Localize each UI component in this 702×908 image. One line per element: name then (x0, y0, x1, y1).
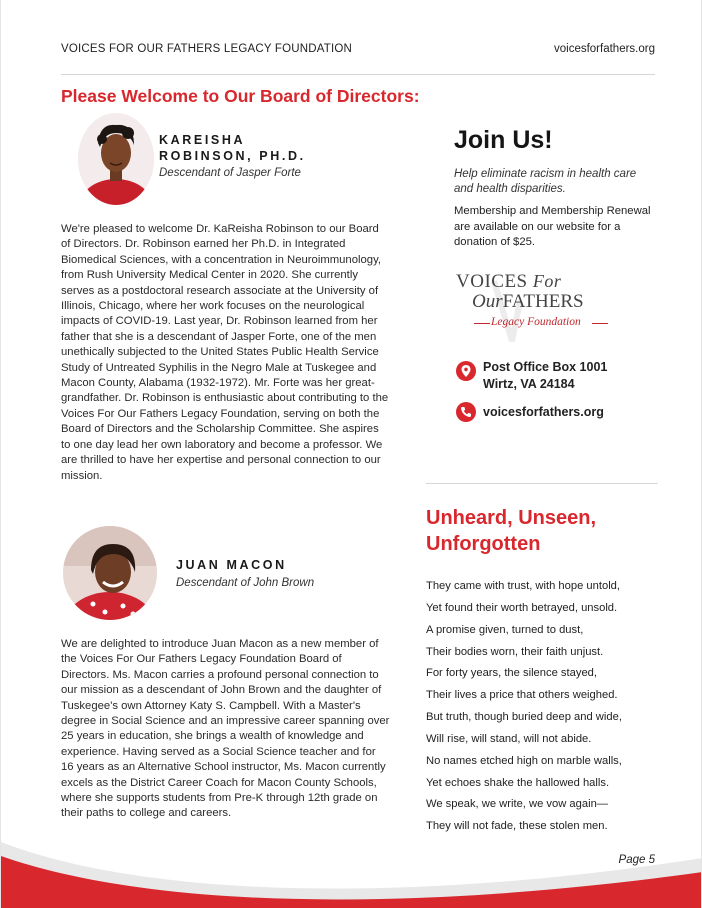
poem-line: Yet echoes shake the hallowed halls. (426, 776, 610, 789)
mailing-address: Post Office Box 1001 Wirtz, VA 24184 (483, 360, 608, 391)
header-org-name: VOICES FOR OUR FATHERS LEGACY FOUNDATION (61, 43, 353, 55)
poem-line: Yet found their worth betrayed, unsold. (426, 601, 618, 614)
poem-lines (426, 576, 686, 838)
poem-title: Unheard, Unseen, Unforgotten (426, 507, 597, 555)
poem-line: But truth, though buried deep and wide, (426, 711, 622, 724)
portrait-photo (63, 526, 157, 620)
logo-line2: OurFATHERS (472, 291, 584, 312)
member-descent-john-brown: Descendant of John Brown (176, 577, 315, 589)
logo-rule-right (592, 323, 608, 324)
logo-rule-left (474, 323, 490, 324)
member-name-juan-macon: JUAN MACON (176, 558, 287, 572)
avatar-juan-macon (63, 526, 157, 620)
footer-swoosh (1, 820, 702, 908)
location-pin-icon (456, 361, 476, 381)
contact-website-link[interactable]: voicesforfathers.org (483, 405, 604, 419)
join-subtitle: Help eliminate racism in health care and health disparities. (454, 168, 637, 195)
sidebar-divider (426, 483, 658, 484)
poem-line: No names etched high on marble walls, (426, 754, 622, 767)
avatar-kareisha-robinson (78, 113, 154, 205)
member-bio-juan-macon: We are delighted to introduce Juan Macon as a new member of the Voices For Our Fathers Legacy Foundation Board of Directors. Ms. Macon carries a profound personal connection to our mission as a descendant of John Brown and the daughter of Tuskegee's own Attorney Katy S. Campbell. With a Master's degree in Social Science and an impressive career spanning over 25 years in education, she brings a wealth of knowledge and experience. Having served as a Social Science teacher and for 16 years as an Alternative School instructor, Ms. Macon currently excels as the District Career Coach for Macon County Schools, where she supports students from Pre-K through 12th grade on their paths to college and careers. (61, 638, 390, 820)
poem-line: Their bodies worn, their faith unjust. (426, 645, 604, 658)
foundation-logo (454, 265, 624, 340)
board-section-title: Please Welcome to Our Board of Directors: (61, 86, 420, 106)
portrait-photo (78, 113, 154, 205)
poem-line: They will not fade, these stolen men. (426, 820, 608, 833)
poem-line: Their lives a price that others weighed. (426, 689, 618, 702)
poem-line: A promise given, turned to dust, (426, 623, 584, 636)
logo-line3: Legacy Foundation (491, 316, 581, 328)
poem-line: They came with trust, with hope untold, (426, 580, 621, 592)
phone-icon (456, 402, 476, 422)
join-title: Join Us! (454, 126, 553, 154)
join-body: Membership and Membership Renewal are available on our website for a donation of $25. (454, 205, 651, 248)
member-name-kareisha-robinson: KAREISHA ROBINSON, PH.D. (159, 133, 306, 163)
header-divider (61, 74, 655, 75)
poem-line: We speak, we write, we vow again— (426, 798, 608, 811)
logo-line1: VOICES For (456, 271, 562, 292)
page-number: Page 5 (618, 854, 655, 866)
poem-line: Will rise, will stand, will not abide. (426, 732, 592, 745)
member-bio-kareisha-robinson: We're pleased to welcome Dr. KaReisha Robinson to our Board of Directors. Dr. Robinson earned her Ph.D. in Integrated Biomedical Sciences, with a concentration in Neuroimmunology, from Rush University Medical Center in 2020. She currently serves as a postdoctoral research associate at the University of Illinois, Chicago, where her work focuses on the neurological impacts of COVID-19. Last year, Dr. Robinson learned from her father that she is a descendant of Jasper Forte, one of the men unethically subjected to the United States Public Health Service Study of Untreated Syphilis in the Negro Male at Tuskegee and Macon County, Alabama (1932-1972). Mr. Forte was her great-grandfather. Dr. Robinson is enthusiastic about contributing to the Voices For Our Fathers Legacy Foundation, serving on both the Board of Directors and the Scholarship Committee. She aspires to one day lead her own laboratory and become a professor. We are thrilled to have her expertise and personal connection to our mission. (61, 223, 389, 482)
poem-line: For forty years, the silence stayed, (426, 667, 597, 680)
member-descent-jasper-forte: Descendant of Jasper Forte (159, 167, 301, 179)
header-website[interactable]: voicesforfathers.org (554, 43, 655, 55)
